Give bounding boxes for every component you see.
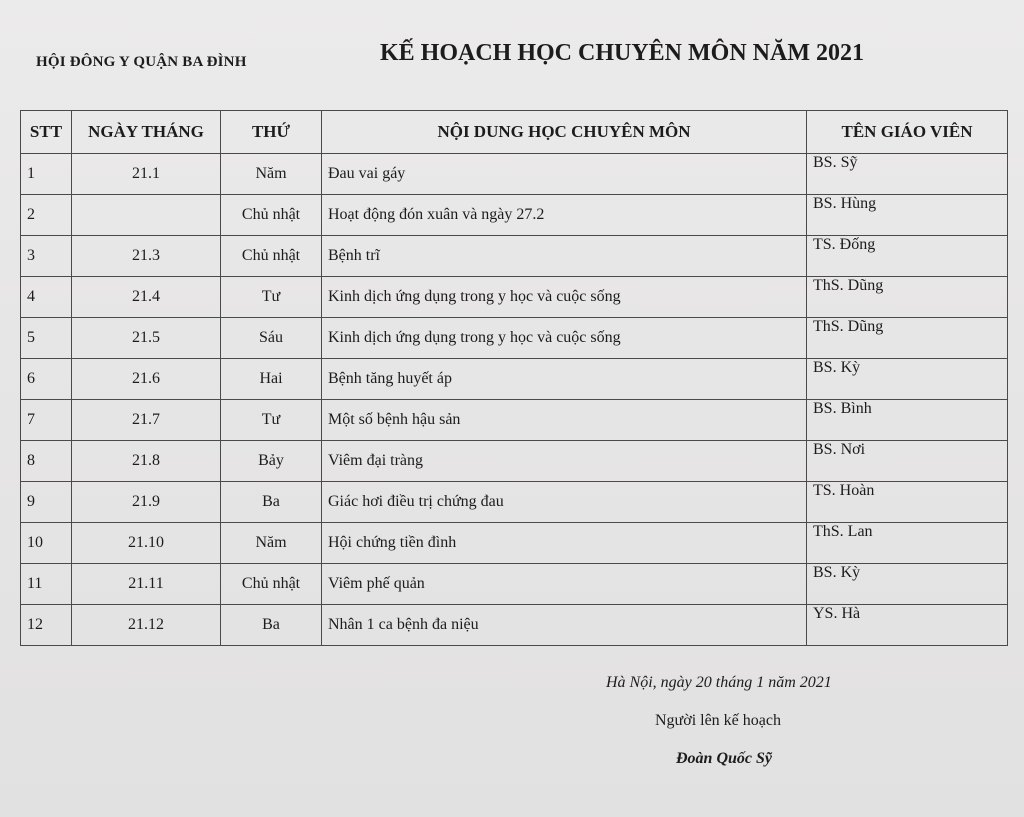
cell-day: Ba	[221, 605, 322, 646]
organization-name: HỘI ĐÔNG Y QUẬN BA ĐÌNH	[36, 54, 247, 70]
cell-day: Chủ nhật	[221, 564, 322, 605]
cell-stt: 11	[21, 564, 72, 605]
cell-teacher: TS. Hoàn	[807, 482, 1008, 523]
cell-stt: 4	[21, 277, 72, 318]
cell-day: Bảy	[221, 441, 322, 482]
column-header-date: NGÀY THÁNG	[72, 111, 221, 154]
cell-date: 21.4	[72, 277, 221, 318]
cell-teacher: ThS. Lan	[807, 523, 1008, 564]
table-row	[21, 359, 1008, 400]
cell-day: Tư	[221, 400, 322, 441]
cell-stt: 9	[21, 482, 72, 523]
cell-content: Nhân 1 ca bệnh đa niệu	[322, 605, 807, 646]
column-header-day: THỨ	[221, 111, 322, 154]
table-row	[21, 277, 1008, 318]
cell-date: 21.10	[72, 523, 221, 564]
cell-date: 21.1	[72, 154, 221, 195]
cell-day: Năm	[221, 154, 322, 195]
cell-content: Kinh dịch ứng dụng trong y học và cuộc sống	[322, 318, 807, 359]
table-row	[21, 400, 1008, 441]
cell-date: 21.9	[72, 482, 221, 523]
cell-day: Chủ nhật	[221, 236, 322, 277]
cell-date: 21.3	[72, 236, 221, 277]
cell-content: Kinh dịch ứng dụng trong y học và cuộc sống	[322, 277, 807, 318]
table-body	[21, 154, 1008, 646]
table-row	[21, 523, 1008, 564]
cell-content: Viêm phế quản	[322, 564, 807, 605]
cell-teacher: TS. Đống	[807, 236, 1008, 277]
cell-stt: 8	[21, 441, 72, 482]
column-header-teacher: TÊN GIÁO VIÊN	[807, 111, 1008, 154]
cell-content: Đau vai gáy	[322, 154, 807, 195]
cell-teacher: ThS. Dũng	[807, 318, 1008, 359]
cell-content: Viêm đại tràng	[322, 441, 807, 482]
cell-date: 21.8	[72, 441, 221, 482]
table-header-row	[21, 111, 1008, 154]
cell-day: Hai	[221, 359, 322, 400]
cell-day: Sáu	[221, 318, 322, 359]
cell-teacher: BS. Bình	[807, 400, 1008, 441]
cell-date: 21.5	[72, 318, 221, 359]
cell-teacher: BS. Kỳ	[807, 564, 1008, 605]
cell-teacher: ThS. Dũng	[807, 277, 1008, 318]
cell-stt: 10	[21, 523, 72, 564]
cell-day: Năm	[221, 523, 322, 564]
cell-stt: 7	[21, 400, 72, 441]
cell-day: Ba	[221, 482, 322, 523]
cell-stt: 5	[21, 318, 72, 359]
cell-date	[72, 195, 221, 236]
cell-content: Bệnh trĩ	[322, 236, 807, 277]
planner-label: Người lên kế hoạch	[655, 712, 781, 729]
cell-teacher: YS. Hà	[807, 605, 1008, 646]
table-row	[21, 564, 1008, 605]
schedule-table	[20, 110, 1008, 646]
table-row	[21, 318, 1008, 359]
cell-content: Hoạt động đón xuân và ngày 27.2	[322, 195, 807, 236]
table-row	[21, 195, 1008, 236]
table-row	[21, 482, 1008, 523]
table-row	[21, 605, 1008, 646]
cell-date: 21.6	[72, 359, 221, 400]
table-row	[21, 236, 1008, 277]
cell-content: Một số bệnh hậu sản	[322, 400, 807, 441]
cell-stt: 2	[21, 195, 72, 236]
cell-date: 21.12	[72, 605, 221, 646]
table-row	[21, 154, 1008, 195]
cell-day: Chủ nhật	[221, 195, 322, 236]
cell-date: 21.7	[72, 400, 221, 441]
cell-stt: 12	[21, 605, 72, 646]
cell-content: Giác hơi điều trị chứng đau	[322, 482, 807, 523]
cell-teacher: BS. Kỳ	[807, 359, 1008, 400]
signer-name: Đoàn Quốc Sỹ	[676, 750, 773, 767]
cell-content: Hội chứng tiền đình	[322, 523, 807, 564]
cell-stt: 1	[21, 154, 72, 195]
cell-stt: 6	[21, 359, 72, 400]
cell-teacher: BS. Nơi	[807, 441, 1008, 482]
column-header-content: NỘI DUNG HỌC CHUYÊN MÔN	[322, 111, 807, 154]
cell-teacher: BS. Hùng	[807, 195, 1008, 236]
cell-date: 21.11	[72, 564, 221, 605]
cell-stt: 3	[21, 236, 72, 277]
cell-teacher: BS. Sỹ	[807, 154, 1008, 195]
column-header-stt: STT	[21, 111, 72, 154]
cell-day: Tư	[221, 277, 322, 318]
document-title: KẾ HOẠCH HỌC CHUYÊN MÔN NĂM 2021	[380, 40, 864, 66]
table-row	[21, 441, 1008, 482]
cell-content: Bệnh tăng huyết áp	[322, 359, 807, 400]
place-and-date: Hà Nội, ngày 20 tháng 1 năm 2021	[606, 674, 832, 691]
